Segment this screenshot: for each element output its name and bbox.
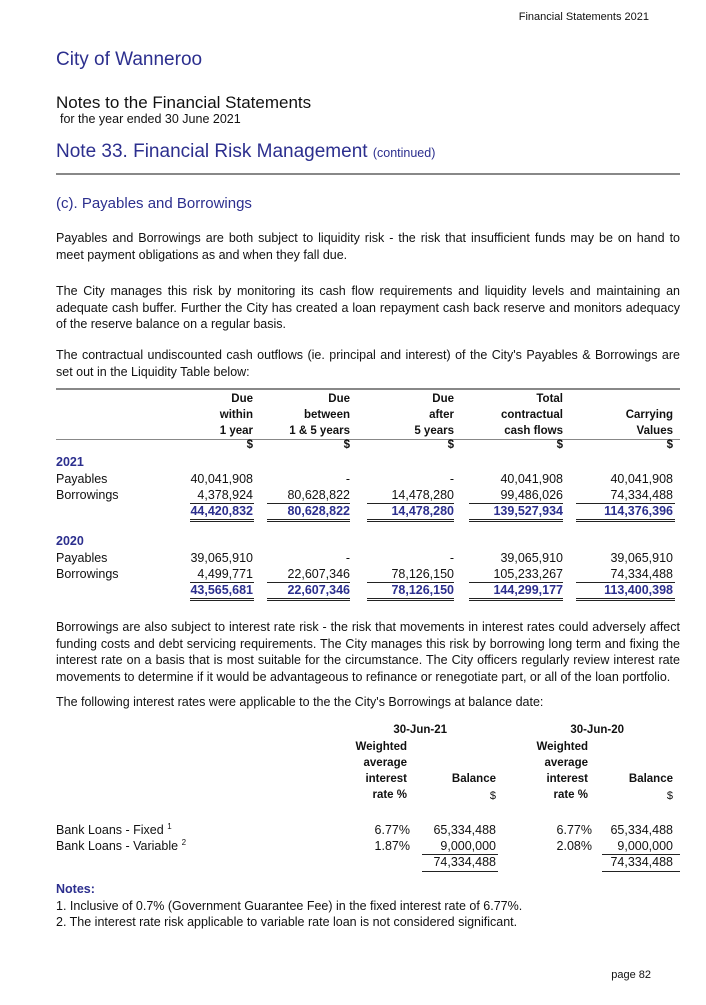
table-cell: 40,041,908 (500, 472, 563, 486)
total-cell: 78,126,150 (391, 583, 454, 597)
total-double-rule (267, 519, 350, 522)
header-cell: Due (328, 393, 350, 405)
total-cell: 14,478,280 (391, 504, 454, 518)
row-label: Borrowings (56, 488, 119, 502)
table-cell: 80,628,822 (287, 488, 350, 502)
table-cell: 2.08% (556, 839, 592, 853)
table-cell: 22,607,346 (287, 567, 350, 581)
table-cell: - (345, 472, 350, 486)
rate-header: Weighted (536, 741, 588, 753)
total-double-rule (267, 598, 350, 601)
balance-header: Balance (628, 773, 673, 785)
header-cell: Due (432, 393, 454, 405)
table-cell: 6.77% (556, 823, 592, 837)
table-cell: 4,499,771 (197, 567, 253, 581)
table-cell: 14,478,280 (391, 488, 454, 502)
table-cell: 9,000,000 (440, 839, 496, 853)
row-label: Payables (56, 551, 108, 565)
reporting-period: for the year ended 30 June 2021 (60, 112, 241, 126)
header-cell: after (429, 409, 454, 421)
paragraph-interest-table-intro: The following interest rates were applicable to the the City's Borrowings at balance date: (56, 695, 544, 709)
note-continued: (continued) (372, 146, 436, 160)
total-double-rule (367, 598, 454, 601)
header-cell: between (303, 409, 350, 421)
rate-header: Weighted (355, 741, 407, 753)
row-label: Borrowings (56, 567, 119, 581)
total-cell: 22,607,346 (287, 583, 350, 597)
header-cell: within (219, 409, 253, 421)
note-title-text: Note 33. Financial Risk Management (56, 141, 368, 162)
unit-cell: $ (666, 439, 673, 451)
total-cell: 113,400,398 (604, 583, 673, 597)
document-title: Notes to the Financial Statements (56, 93, 312, 112)
header-cell: Total (536, 393, 563, 405)
table-cell: 74,334,488 (610, 567, 673, 581)
paragraph-risk-management: The City manages this risk by monitoring its cash flow requirements and liquidity levels and maintaining an adequate cash buffer. Further the City has created a loan repayment cash back reserve and monitors adequacy of the reserve balance on a regular basis. (56, 284, 680, 331)
total-double-rule (367, 519, 454, 522)
table-cell: 65,334,488 (610, 823, 673, 837)
table-cell: 39,065,910 (500, 551, 563, 565)
footnote-ref: 2 (181, 838, 187, 847)
rate-header: rate % (372, 789, 407, 801)
header-cell: Carrying (625, 409, 673, 421)
total-double-rule (190, 598, 254, 601)
table-cell: 4,378,924 (197, 488, 253, 502)
table-cell: - (449, 472, 454, 486)
table-cell: 78,126,150 (391, 567, 454, 581)
paragraph-liquidity-table-intro: The contractual undiscounted cash outflows (ie. principal and interest) of the City's Payables & Borrowings are set out in the Liquidity Table below: (56, 348, 680, 379)
year-label-2020: 2020 (56, 534, 84, 548)
table-cell: 105,233,267 (493, 567, 563, 581)
header-cell: 1 & 5 years (289, 425, 350, 437)
header-cell: 1 year (219, 425, 253, 437)
table-cell: 99,486,026 (500, 488, 563, 502)
total-rule (602, 871, 680, 872)
total-cell: 44,420,832 (190, 504, 253, 518)
header-cell: cash flows (504, 425, 563, 437)
table-cell: 39,065,910 (610, 551, 673, 565)
table-cell: 6.77% (374, 823, 410, 837)
year-label-2021: 2021 (56, 455, 84, 469)
table-cell: - (345, 551, 350, 565)
unit-cell: $ (447, 439, 454, 451)
organisation-name: City of Wanneroo (56, 49, 203, 70)
total-cell: 139,527,934 (493, 504, 563, 518)
total-double-rule (576, 598, 675, 601)
notes-heading: Notes: (56, 882, 95, 896)
balance-header: Balance (451, 773, 496, 785)
total-rule (422, 871, 498, 872)
total-cell: 80,628,822 (287, 504, 350, 518)
title-divider (56, 173, 680, 175)
total-double-rule (469, 519, 563, 522)
header-cell: Values (636, 425, 673, 437)
paragraph-liquidity-risk: Payables and Borrowings are both subject to liquidity risk - the risk that insufficient funds may be on hand to meet payment obligations as and when they fall due. (56, 231, 680, 262)
total-cell: 74,334,488 (610, 855, 673, 869)
table-cell: 74,334,488 (610, 488, 673, 502)
header-cell: 5 years (414, 425, 454, 437)
total-cell: 114,376,396 (604, 504, 673, 518)
total-double-rule (190, 519, 254, 522)
unit-cell: $ (556, 439, 563, 451)
rate-header: interest (365, 773, 407, 785)
footnote-ref: 1 (167, 822, 172, 831)
header-row-1 (56, 393, 680, 409)
total-double-rule (469, 598, 563, 601)
header-row-2 (56, 409, 680, 425)
row-label (56, 822, 172, 837)
rate-header: average (363, 757, 407, 769)
table-cell: 1.87% (374, 839, 410, 853)
table-cell: 9,000,000 (617, 839, 673, 853)
row-label (56, 838, 186, 853)
unit-row (56, 439, 680, 455)
table-top-rule (56, 388, 680, 390)
section-title: (c). Payables and Borrowings (56, 195, 252, 212)
rate-header: average (544, 757, 588, 769)
table-cell: - (449, 551, 454, 565)
footnote-2: 2. The interest rate risk applicable to variable rate loan is not considered significant. (56, 915, 518, 929)
total-double-rule (576, 519, 675, 522)
table-cell: 65,334,488 (433, 823, 496, 837)
row-label-text: Bank Loans - Fixed (56, 823, 164, 838)
header-cell: contractual (501, 409, 563, 421)
table-cell: 40,041,908 (190, 472, 253, 486)
page-number: page 82 (611, 969, 651, 981)
total-cell: 144,299,177 (493, 583, 563, 597)
total-cell: 74,334,488 (433, 855, 496, 869)
balance-unit: $ (489, 790, 496, 802)
paragraph-interest-rate-risk: Borrowings are also subject to interest rate risk - the risk that movements in interest rates could adversely affect funding costs and debt servicing requirements. The City manages this risk by borrowing long term and fixing the interest rate on a basis that is most suitable for the circumstance. The City officers regularly review interest rate movements to determine if it would be advantageous to refinance or renegotiate part, or all of the loan portfolio. (56, 620, 680, 684)
running-header: Financial Statements 2021 (518, 11, 649, 23)
balance-unit: $ (666, 790, 673, 802)
total-cell: 43,565,681 (190, 583, 253, 597)
table-cell: 40,041,908 (610, 472, 673, 486)
row-label: Payables (56, 472, 108, 486)
group-header-2021: 30-Jun-21 (393, 724, 447, 736)
rate-header: interest (546, 773, 588, 785)
note-title (56, 141, 435, 163)
unit-cell: $ (343, 439, 350, 451)
unit-cell: $ (246, 439, 253, 451)
footnote-1: 1. Inclusive of 0.7% (Government Guarantee Fee) in the fixed interest rate of 6.77%. (56, 899, 523, 913)
row-label-text: Bank Loans - Variable (56, 839, 179, 854)
rate-header: rate % (553, 789, 588, 801)
group-header-2020: 30-Jun-20 (570, 724, 624, 736)
table-cell: 39,065,910 (190, 551, 253, 565)
header-cell: Due (231, 393, 253, 405)
